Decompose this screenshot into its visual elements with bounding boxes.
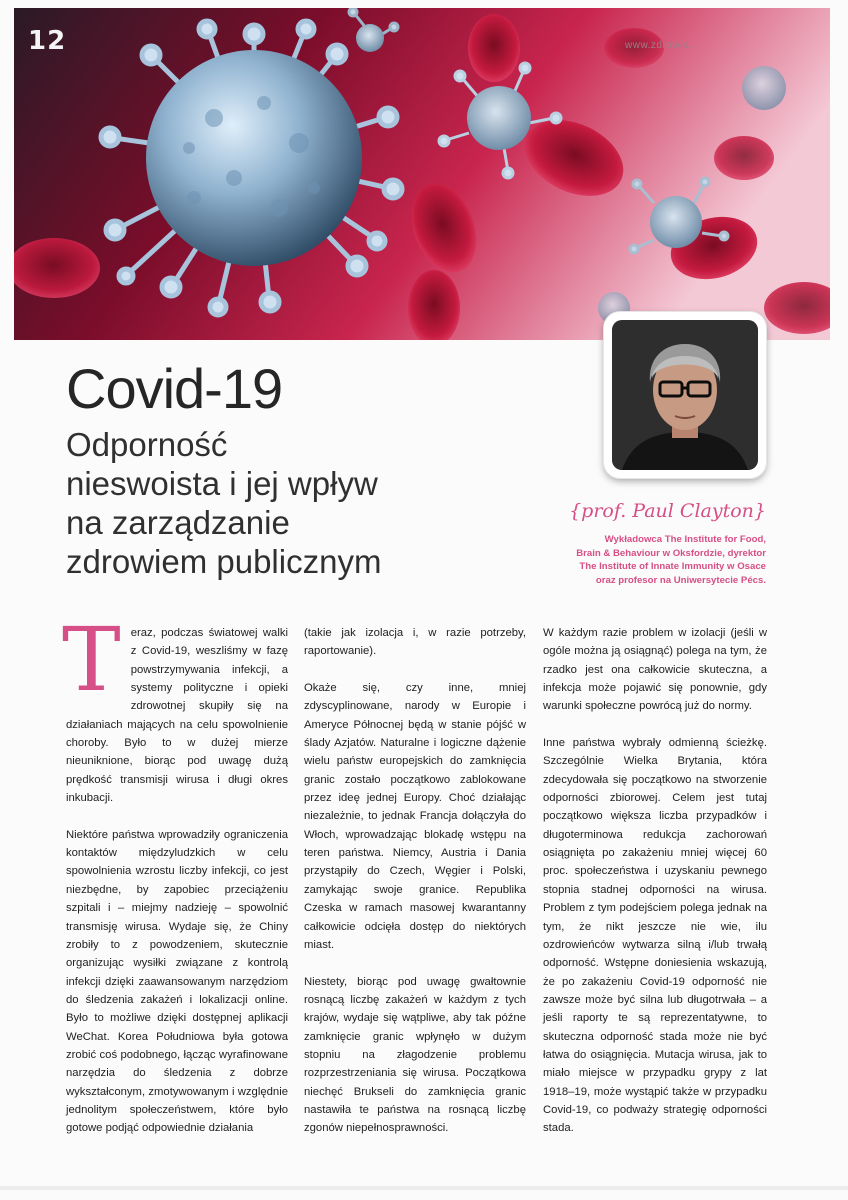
- drop-cap: T: [62, 608, 121, 711]
- subtitle-line: na zarządzanie: [66, 504, 290, 541]
- author-bio-line: The Institute of Innate Immunity w Osace: [579, 561, 766, 573]
- article-paragraph: Okaże się, czy inne, mniej zdyscyplinowane, narody w Europie i Ameryce Północnej będą w stanie pójść w ślady Azjatów. Naturalne i logiczne dążenie wielu państw europejskich do zamknięcia granic zostało początkowo zablokowane przez ideę jednej Europy. Choć działając niezależnie, to jednak Francja dołączyła do Włoch, wprowadzając blokadę wstępu na teren państwa. Niemcy, Austria i Dania przystąpiły do Czech, Węgier i Polski, zamykając swoje granice. Republika Czeska w ramach masowej kwarantanny całkowicie odcięła dostęp do niektórych miast.: [304, 682, 526, 951]
- author-portrait: [604, 312, 766, 478]
- author-bio-line: Wykładowca The Institute for Food,: [604, 534, 766, 545]
- page-bottom-edge: [0, 1186, 848, 1190]
- author-bio-line: oraz profesor na Uniwersytecie Pécs.: [595, 574, 766, 586]
- subtitle-line: nieswoista i jej wpływ: [66, 465, 378, 502]
- subtitle-line: Odporność: [66, 426, 228, 463]
- paragraph-text: eraz, podczas światowej walki z Covid-19, weszliśmy w fazę powstrzymywania infekcji, a systemy polityczne i opieki zdrowotnej skupiły się na działaniach mających na celu spowolnienie choroby. Było to w dużej mierze nieuniknione, biorąc pod uwagę dużą prędkość transmisji wirusa i długi okres inkubacji.: [66, 627, 288, 805]
- article-column-3: [543, 624, 767, 1156]
- author-bio-line: Brain & Behaviour w Oksfordzie, dyrektor: [576, 547, 766, 559]
- article-column-1: [62, 608, 288, 1156]
- article-paragraph: Inne państwa wybrały odmienną ścieżkę. Szczególnie Wielka Brytania, która zdecydowała się początkowo na stworzenie odporności zbiorowej. Celem jest tutaj początkowo większa liczba przypadków i długoterminowa redukcja zachorowań osiągnięta po zakażeniu mniej więcej 60 proc. społeczeństwa i uzyskaniu pewnego stopnia stadnej odporności na wirusa. Problem z tym podejściem polega jednak na tym, że nikt jeszcze nie wie, ilu ozdrowieńców wytwarza silną i/lub trwałą odporność. Wstępne doniesienia wskazują, że po zakażeniu Covid-19 odporność nie zawsze może być silna lub długotrwała – a jeśli raporty te są reprezentatywne, to skuteczna odporność stada może nie być łatwa do osiągnięcia. Mutacja wirusa, jak to miało miejsce w przypadku grypy z lat 1918–19, może wystąpić także w przypadku Covid-19, co podważy strategię odporności stada.: [543, 737, 767, 1135]
- subtitle-line: zdrowiem publicznym: [66, 543, 382, 580]
- author-name: {prof. Paul Clayton}: [569, 500, 766, 522]
- article-subtitle: [66, 425, 546, 581]
- article-paragraph: W każdym razie problem w izolacji (jeśli w ogóle można ją osiągnąć) polega na tym, że rzadko jest ona całkowicie skuteczna, a infekcja może pojawić się ponownie, gdy warunki społeczne powrócą już do normy.: [543, 627, 767, 713]
- article-column-2: [304, 624, 526, 1156]
- article-title: Covid-19: [66, 357, 283, 420]
- author-photo: [612, 320, 758, 470]
- coronavirus-illustration: [14, 8, 830, 340]
- page-number: 12: [28, 26, 67, 56]
- virus-banner-image: [14, 8, 830, 340]
- site-url: www.zdrowie...: [625, 40, 699, 51]
- article-paragraph: Niestety, biorąc pod uwagę gwałtownie rosnącą liczbę zakażeń w każdym z tych krajów, wydaje się wątpliwe, aby tak późne zamknięcie granic wpłynęło w dużym stopniu na złagodzenie problemu rozprzestrzeniania się wirusa. Początkowa niechęć Brukseli do zamknięcia granic nastawiła te państwa na rosnącą liczbę zgonów niepełnosprawności.: [304, 975, 526, 1135]
- author-bio: [540, 533, 766, 587]
- article-paragraph: Niektóre państwa wprowadziły ograniczenia kontaktów międzyludzkich w celu spowolnienia wzrostu liczby infekcji, co jest niezbędne, by zapobiec przeciążeniu szpitali i – miejmy nadzieję – spowolnić transmisję wirusa. Wydaje się, że Chiny zrobiły to z powodzeniem, skutecznie organizując wysiłki związane z kontrolą infekcji dzięki zaawansowanym narzędziom do śledzenia zakażeń i lokalizacji online. Było to możliwe dzięki dostępnej aplikacji WeChat. Korea Południowa była gotowa zrobić coś podobnego, łącząc wyrafinowane narzędzia do śledzenia z dobrze wykształconym, zmotywowanym i względnie jednolitym społeczeństwem, które było gotowe podjąć odpowiednie działania: [66, 828, 288, 1135]
- article-paragraph: [62, 608, 288, 807]
- article-paragraph: (takie jak izolacja i, w razie potrzeby, raportowanie).: [304, 627, 526, 658]
